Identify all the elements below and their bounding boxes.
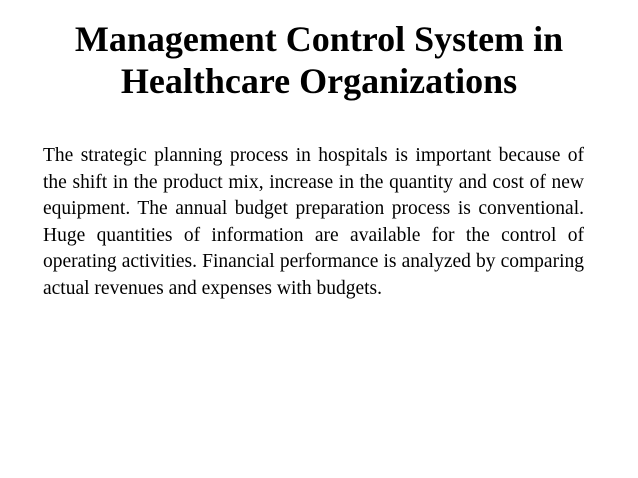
slide-title <box>40 18 598 102</box>
slide-body-paragraph: The strategic planning process in hospitals is important because of the shift in the product mix, increase in the quantity and cost of new equipment. The annual budget preparation process is conventional. Huge quantities of information are available for the control of operating activities. Financial performance is analyzed by comparing actual revenues and expenses with budgets. <box>43 145 584 299</box>
slide-title-line-2: Healthcare Organizations <box>120 61 518 101</box>
slide-title-line-1: Management Control System in <box>74 19 564 59</box>
